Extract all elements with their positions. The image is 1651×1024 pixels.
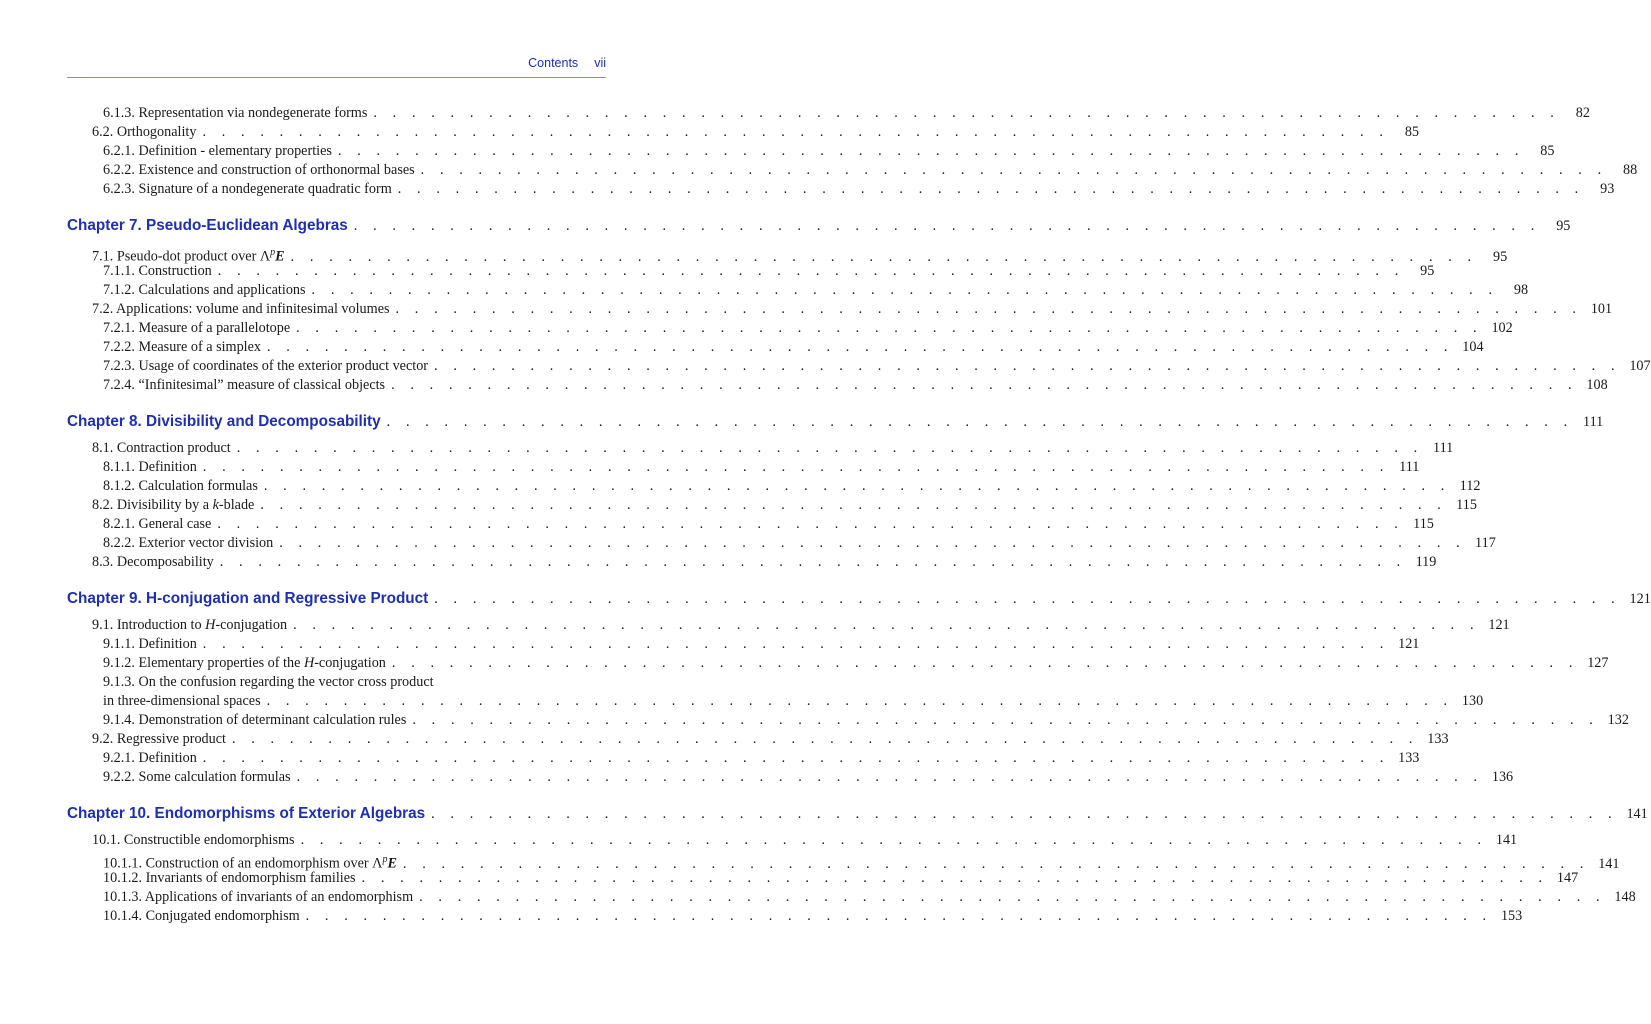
toc-subsection-entry[interactable] [67,635,1420,654]
toc-subsection-entry[interactable] [67,749,1420,768]
toc-page-number: 119 [1415,554,1437,570]
toc-page-number: 98 [1513,282,1529,298]
table-of-contents [67,104,1651,926]
dot-leader: . . . . . . . . . . . . . . . . . . . . . . . . . . . . . . . . . . . . . . . . . . . . . . . . . . . . . . . . . . . . . . [263,478,1451,494]
dot-leader: . . . . . . . . . . . . . . . . . . . . . . . . . . . . . . . . . . . . . . . . . . . . . . . . . . . . . . . . . . . . . . [412,712,1599,728]
toc-section-entry[interactable] [67,496,1477,515]
toc-subsection-entry[interactable] [67,357,1651,376]
dot-leader: . . . . . . . . . . . . . . . . . . . . . . . . . . . . . . . . . . . . . . . . . . . . . . . . . . . . . . . . . . . . . . [231,731,1419,747]
toc-subsection-entry[interactable] [67,869,1579,888]
header-page-number: vii [594,56,606,70]
toc-page-number: 148 [1614,889,1636,905]
toc-page-number: 112 [1459,478,1481,494]
math-superscript: p [382,854,388,865]
toc-page-number: 111 [1399,459,1420,475]
toc-page-number: 132 [1607,712,1629,728]
toc-page-number: 95 [1556,218,1571,234]
dot-leader: . . . . . . . . . . . . . . . . . . . . . . . . . . . . . . . . . . . . . . . . . . . . . . . . . . . . . . . . . . . . . . [420,162,1608,178]
toc-entry-title: 9.2.1. Definition [103,750,197,766]
math-symbol: k [212,497,219,513]
toc-page-number: 147 [1556,870,1579,886]
toc-entry-title-text: 8.2. Divisibility by a [92,497,213,513]
toc-section-entry[interactable] [67,730,1449,749]
toc-subsection-entry[interactable] [67,180,1615,199]
toc-page-number: 95 [1420,263,1435,279]
toc-page-number: 93 [1600,181,1615,197]
toc-subsection-entry[interactable] [67,907,1523,926]
toc-subsection-entry[interactable] [67,262,1435,281]
toc-page-number: 111 [1433,440,1454,456]
toc-entry-title-text: 9.1.2. Elementary properties of the [103,655,304,671]
toc-entry-title: 9.2.2. Some calculation formulas [103,769,291,785]
dot-leader: . . . . . . . . . . . . . . . . . . . . . . . . . . . . . . . . . . . . . . . . . . . . . . . . . . . . . . . . . . . . . . [353,218,1541,234]
dot-leader: . . . . . . . . . . . . . . . . . . . . . . . . . . . . . . . . . . . . . . . . . . . . . . . . . . . . . . . . . . . . . . [296,320,1483,336]
toc-entry-title: 7.2.1. Measure of a parallelotope [103,320,291,336]
math-symbol: H [205,617,216,633]
dot-leader: . . . . . . . . . . . . . . . . . . . . . . . . . . . . . . . . . . . . . . . . . . . . . . . . . . . . . . . . . . . . . . [266,693,1454,709]
toc-entry-title: 9.2. Regressive product [92,731,226,747]
dot-leader: . . . . . . . . . . . . . . . . . . . . . . . . . . . . . . . . . . . . . . . . . . . . . . . . . . . . . . . . . . . . . . [402,855,1590,872]
toc-subsection-entry[interactable] [67,850,1620,872]
toc-entry-title: 10.1.4. Conjugated endomorphism [103,908,300,924]
dot-leader: . . . . . . . . . . . . . . . . . . . . . . . . . . . . . . . . . . . . . . . . . . . . . . . . . . . . . . . . . . . . . . [236,440,1424,456]
dot-leader: . . . . . . . . . . . . . . . . . . . . . . . . . . . . . . . . . . . . . . . . . . . . . . . . . . . . . . . . . . . . . . [217,263,1405,279]
toc-entry-title: 8.2.1. General case [103,516,212,532]
toc-chapter-entry[interactable] [67,589,1651,610]
toc-subsection-entry[interactable] [67,888,1636,907]
toc-subsection-entry[interactable] [67,768,1514,787]
toc-entry-title: 8.2.2. Exterior vector division [103,535,274,551]
dot-leader: . . . . . . . . . . . . . . . . . . . . . . . . . . . . . . . . . . . . . . . . . . . . . . . . . . . . . . . . . . . . . . [293,617,1480,633]
toc-subsection-entry[interactable] [67,477,1481,496]
toc-entry-title [92,616,293,635]
toc-entry-title-text: -blade [218,497,255,513]
toc-entry-title: 7.2.3. Usage of coordinates of the exterior product vector [103,358,429,374]
toc-page-number: 121 [1398,636,1420,652]
toc-entry-title: 8.1.2. Calculation formulas [103,478,258,494]
toc-page-number: 101 [1590,301,1613,317]
dot-leader: . . . . . . . . . . . . . . . . . . . . . . . . . . . . . . . . . . . . . . . . . . . . . . . . . . . . . . . . . . . . . . [434,591,1621,607]
toc-page-number: 95 [1493,248,1508,265]
toc-subsection-entry[interactable] [67,515,1434,534]
toc-page-number: 107 [1629,358,1651,374]
toc-section-entry[interactable] [67,439,1454,458]
toc-entry-title: 7.1.2. Calculations and applications [103,282,306,298]
toc-subsection-entry[interactable] [67,161,1638,180]
toc-entry-title: 6.2.3. Signature of a nondegenerate quadratic form [103,181,392,197]
toc-page-number: 82 [1575,105,1590,121]
toc-entry-title: in three-dimensional spaces [103,693,261,709]
toc-page-number: 127 [1587,655,1609,671]
toc-entry-title-text: 9.1. Introduction to [92,617,206,633]
toc-entry-title: Chapter 7. Pseudo-Euclidean Algebras [67,217,348,234]
math-symbol-bold: E [275,248,285,265]
toc-entry-title: Chapter 9. H-conjugation and Regressive Product [67,590,429,607]
dot-leader: . . . . . . . . . . . . . . . . . . . . . . . . . . . . . . . . . . . . . . . . . . . . . . . . . . . . . . . . . . . . . . [300,832,1488,848]
toc-entry-title-text: 10.1.1. Construction of an endomorphism over [103,855,373,872]
toc-page-number: 141 [1626,806,1648,822]
dot-leader: . . . . . . . . . . . . . . . . . . . . . . . . . . . . . . . . . . . . . . . . . . . . . . . . . . . . . . . . . . . . . . [290,248,1478,265]
toc-page-number: 85 [1404,124,1420,140]
toc-entry-title: 6.2.2. Existence and construction of orthonormal bases [103,162,415,178]
toc-entry-title-text: 7.1. Pseudo-dot product over [92,248,260,265]
toc-entry-title: Chapter 10. Endomorphisms of Exterior Algebras [67,805,426,822]
math-symbol: Λ [259,248,271,265]
toc-page-number: 141 [1598,855,1620,872]
toc-entry-title: 7.2.2. Measure of a simplex [103,339,261,355]
toc-page-number: 121 [1629,591,1651,607]
toc-page-number: 153 [1500,908,1523,924]
toc-page-number: 136 [1491,769,1514,785]
dot-leader: . . . . . . . . . . . . . . . . . . . . . . . . . . . . . . . . . . . . . . . . . . . . . . . . . . . . . . . . . . . . . . [260,497,1447,513]
dot-leader: . . . . . . . . . . . . . . . . . . . . . . . . . . . . . . . . . . . . . . . . . . . . . . . . . . . . . . . . . . . . . . [202,636,1390,652]
toc-entry-title [103,654,392,673]
dot-leader: . . . . . . . . . . . . . . . . . . . . . . . . . . . . . . . . . . . . . . . . . . . . . . . . . . . . . . . . . . . . . . [361,870,1549,886]
toc-subsection-entry[interactable] [67,654,1609,673]
toc-page-number: 85 [1540,143,1555,159]
toc-page-number: 104 [1462,339,1484,355]
toc-entry-title [92,496,260,515]
dot-leader: . . . . . . . . . . . . . . . . . . . . . . . . . . . . . . . . . . . . . . . . . . . . . . . . . . . . . . . . . . . . . . [217,516,1404,532]
toc-entry-continuation[interactable] [67,692,1484,711]
dot-leader: . . . . . . . . . . . . . . . . . . . . . . . . . . . . . . . . . . . . . . . . . . . . . . . . . . . . . . . . . . . . . . [337,143,1525,159]
toc-page-number: 111 [1583,414,1604,430]
toc-entry-title: 9.1.4. Demonstration of determinant calculation rules [103,712,407,728]
toc-subsection-entry[interactable] [67,338,1484,357]
toc-subsection-entry[interactable] [67,319,1513,338]
toc-page-number: 102 [1491,320,1513,336]
math-symbol: Λ [372,855,383,872]
toc-entry-title: 6.2.1. Definition - elementary properties [103,143,332,159]
math-superscript: p [270,247,276,258]
toc-entry-title: 8.1. Contraction product [92,440,231,456]
dot-leader: . . . . . . . . . . . . . . . . . . . . . . . . . . . . . . . . . . . . . . . . . . . . . . . . . . . . . . . . . . . . . . [373,105,1560,121]
toc-entry-title: 7.2.4. “Infinitesimal” measure of classical objects [103,377,386,393]
toc-entry-title-text: -conjugation [215,617,288,633]
dot-leader: . . . . . . . . . . . . . . . . . . . . . . . . . . . . . . . . . . . . . . . . . . . . . . . . . . . . . . . . . . . . . . [395,301,1583,317]
dot-leader: . . . . . . . . . . . . . . . . . . . . . . . . . . . . . . . . . . . . . . . . . . . . . . . . . . . . . . . . . . . . . . [202,459,1390,475]
toc-chapter-entry[interactable] [67,412,1604,433]
toc-page-number: 133 [1398,750,1420,766]
toc-entry-title: 7.1.1. Construction [103,263,212,279]
toc-entry-title: 8.1.1. Definition [103,459,197,475]
dot-leader: . . . . . . . . . . . . . . . . . . . . . . . . . . . . . . . . . . . . . . . . . . . . . . . . . . . . . . . . . . . . . . [431,806,1618,822]
dot-leader: . . . . . . . . . . . . . . . . . . . . . . . . . . . . . . . . . . . . . . . . . . . . . . . . . . . . . . . . . . . . . . [419,889,1606,905]
toc-entry-title: 7.2. Applications: volume and infinitesimal volumes [92,301,390,317]
dot-leader: . . . . . . . . . . . . . . . . . . . . . . . . . . . . . . . . . . . . . . . . . . . . . . . . . . . . . . . . . . . . . . [296,769,1484,785]
dot-leader: . . . . . . . . . . . . . . . . . . . . . . . . . . . . . . . . . . . . . . . . . . . . . . . . . . . . . . . . . . . . . . [386,414,1574,430]
toc-section-entry[interactable] [67,616,1510,635]
header-section-title: Contents [528,56,579,70]
toc-entry-title: 6.2. Orthogonality [92,124,197,140]
dot-leader: . . . . . . . . . . . . . . . . . . . . . . . . . . . . . . . . . . . . . . . . . . . . . . . . . . . . . . . . . . . . . . [279,535,1466,551]
running-header [67,56,606,78]
toc-page-number: 117 [1475,535,1496,551]
math-symbol: H [303,655,315,671]
dot-leader: . . . . . . . . . . . . . . . . . . . . . . . . . . . . . . . . . . . . . . . . . . . . . . . . . . . . . . . . . . . . . . [397,181,1585,197]
toc-entry-title: 10.1. Constructible endomorphisms [92,832,295,848]
toc-page-number: 115 [1456,497,1477,513]
toc-entry-title: 10.1.2. Invariants of endomorphism families [103,870,356,886]
toc-section-entry[interactable] [67,831,1518,850]
dot-leader: . . . . . . . . . . . . . . . . . . . . . . . . . . . . . . . . . . . . . . . . . . . . . . . . . . . . . . . . . . . . . . [391,655,1579,671]
toc-page-number: 141 [1495,832,1518,848]
dot-leader: . . . . . . . . . . . . . . . . . . . . . . . . . . . . . . . . . . . . . . . . . . . . . . . . . . . . . . . . . . . . . . [202,124,1390,140]
toc-subsection-entry[interactable] [67,104,1590,123]
toc-entry-title: 9.1.3. On the confusion regarding the vector cross product [103,674,434,690]
dot-leader: . . . . . . . . . . . . . . . . . . . . . . . . . . . . . . . . . . . . . . . . . . . . . . . . . . . . . . . . . . . . . . [202,750,1390,766]
toc-page-number: 115 [1413,516,1434,532]
toc-subsection-entry[interactable] [67,281,1529,300]
toc-page-number: 133 [1427,731,1449,747]
dot-leader: . . . . . . . . . . . . . . . . . . . . . . . . . . . . . . . . . . . . . . . . . . . . . . . . . . . . . . . . . . . . . . [219,554,1407,570]
toc-entry-title-text: -conjugation [314,655,386,671]
toc-section-entry[interactable] [67,300,1613,319]
toc-entry-title: 9.1.1. Definition [103,636,197,652]
dot-leader: . . . . . . . . . . . . . . . . . . . . . . . . . . . . . . . . . . . . . . . . . . . . . . . . . . . . . . . . . . . . . . [391,377,1578,393]
math-symbol-bold: E [387,855,397,872]
toc-chapter-entry[interactable] [67,216,1571,237]
toc-page-number: 130 [1461,693,1484,709]
toc-subsection-entry[interactable] [67,673,606,692]
dot-leader: . . . . . . . . . . . . . . . . . . . . . . . . . . . . . . . . . . . . . . . . . . . . . . . . . . . . . . . . . . . . . . [434,358,1621,374]
toc-page-number: 121 [1488,617,1510,633]
toc-entry-title: 8.3. Decomposability [92,554,214,570]
toc-section-entry[interactable] [67,243,1508,265]
toc-subsection-entry[interactable] [67,711,1629,730]
toc-section-entry[interactable] [67,123,1420,142]
toc-entry-title: 6.1.3. Representation via nondegenerate forms [103,105,368,121]
toc-page-number: 88 [1623,162,1638,178]
toc-subsection-entry[interactable] [67,458,1420,477]
toc-page-number: 108 [1586,377,1608,393]
toc-subsection-entry[interactable] [67,142,1555,161]
toc-subsection-entry[interactable] [67,376,1608,395]
toc-entry-title: 10.1.3. Applications of invariants of an endomorphism [103,889,414,905]
toc-section-entry[interactable] [67,553,1437,572]
toc-chapter-entry[interactable] [67,804,1648,825]
dot-leader: . . . . . . . . . . . . . . . . . . . . . . . . . . . . . . . . . . . . . . . . . . . . . . . . . . . . . . . . . . . . . . [267,339,1454,355]
dot-leader: . . . . . . . . . . . . . . . . . . . . . . . . . . . . . . . . . . . . . . . . . . . . . . . . . . . . . . . . . . . . . . [311,282,1499,298]
dot-leader: . . . . . . . . . . . . . . . . . . . . . . . . . . . . . . . . . . . . . . . . . . . . . . . . . . . . . . . . . . . . . . [305,908,1493,924]
toc-entry-title: Chapter 8. Divisibility and Decomposability [67,413,381,430]
toc-subsection-entry[interactable] [67,534,1496,553]
